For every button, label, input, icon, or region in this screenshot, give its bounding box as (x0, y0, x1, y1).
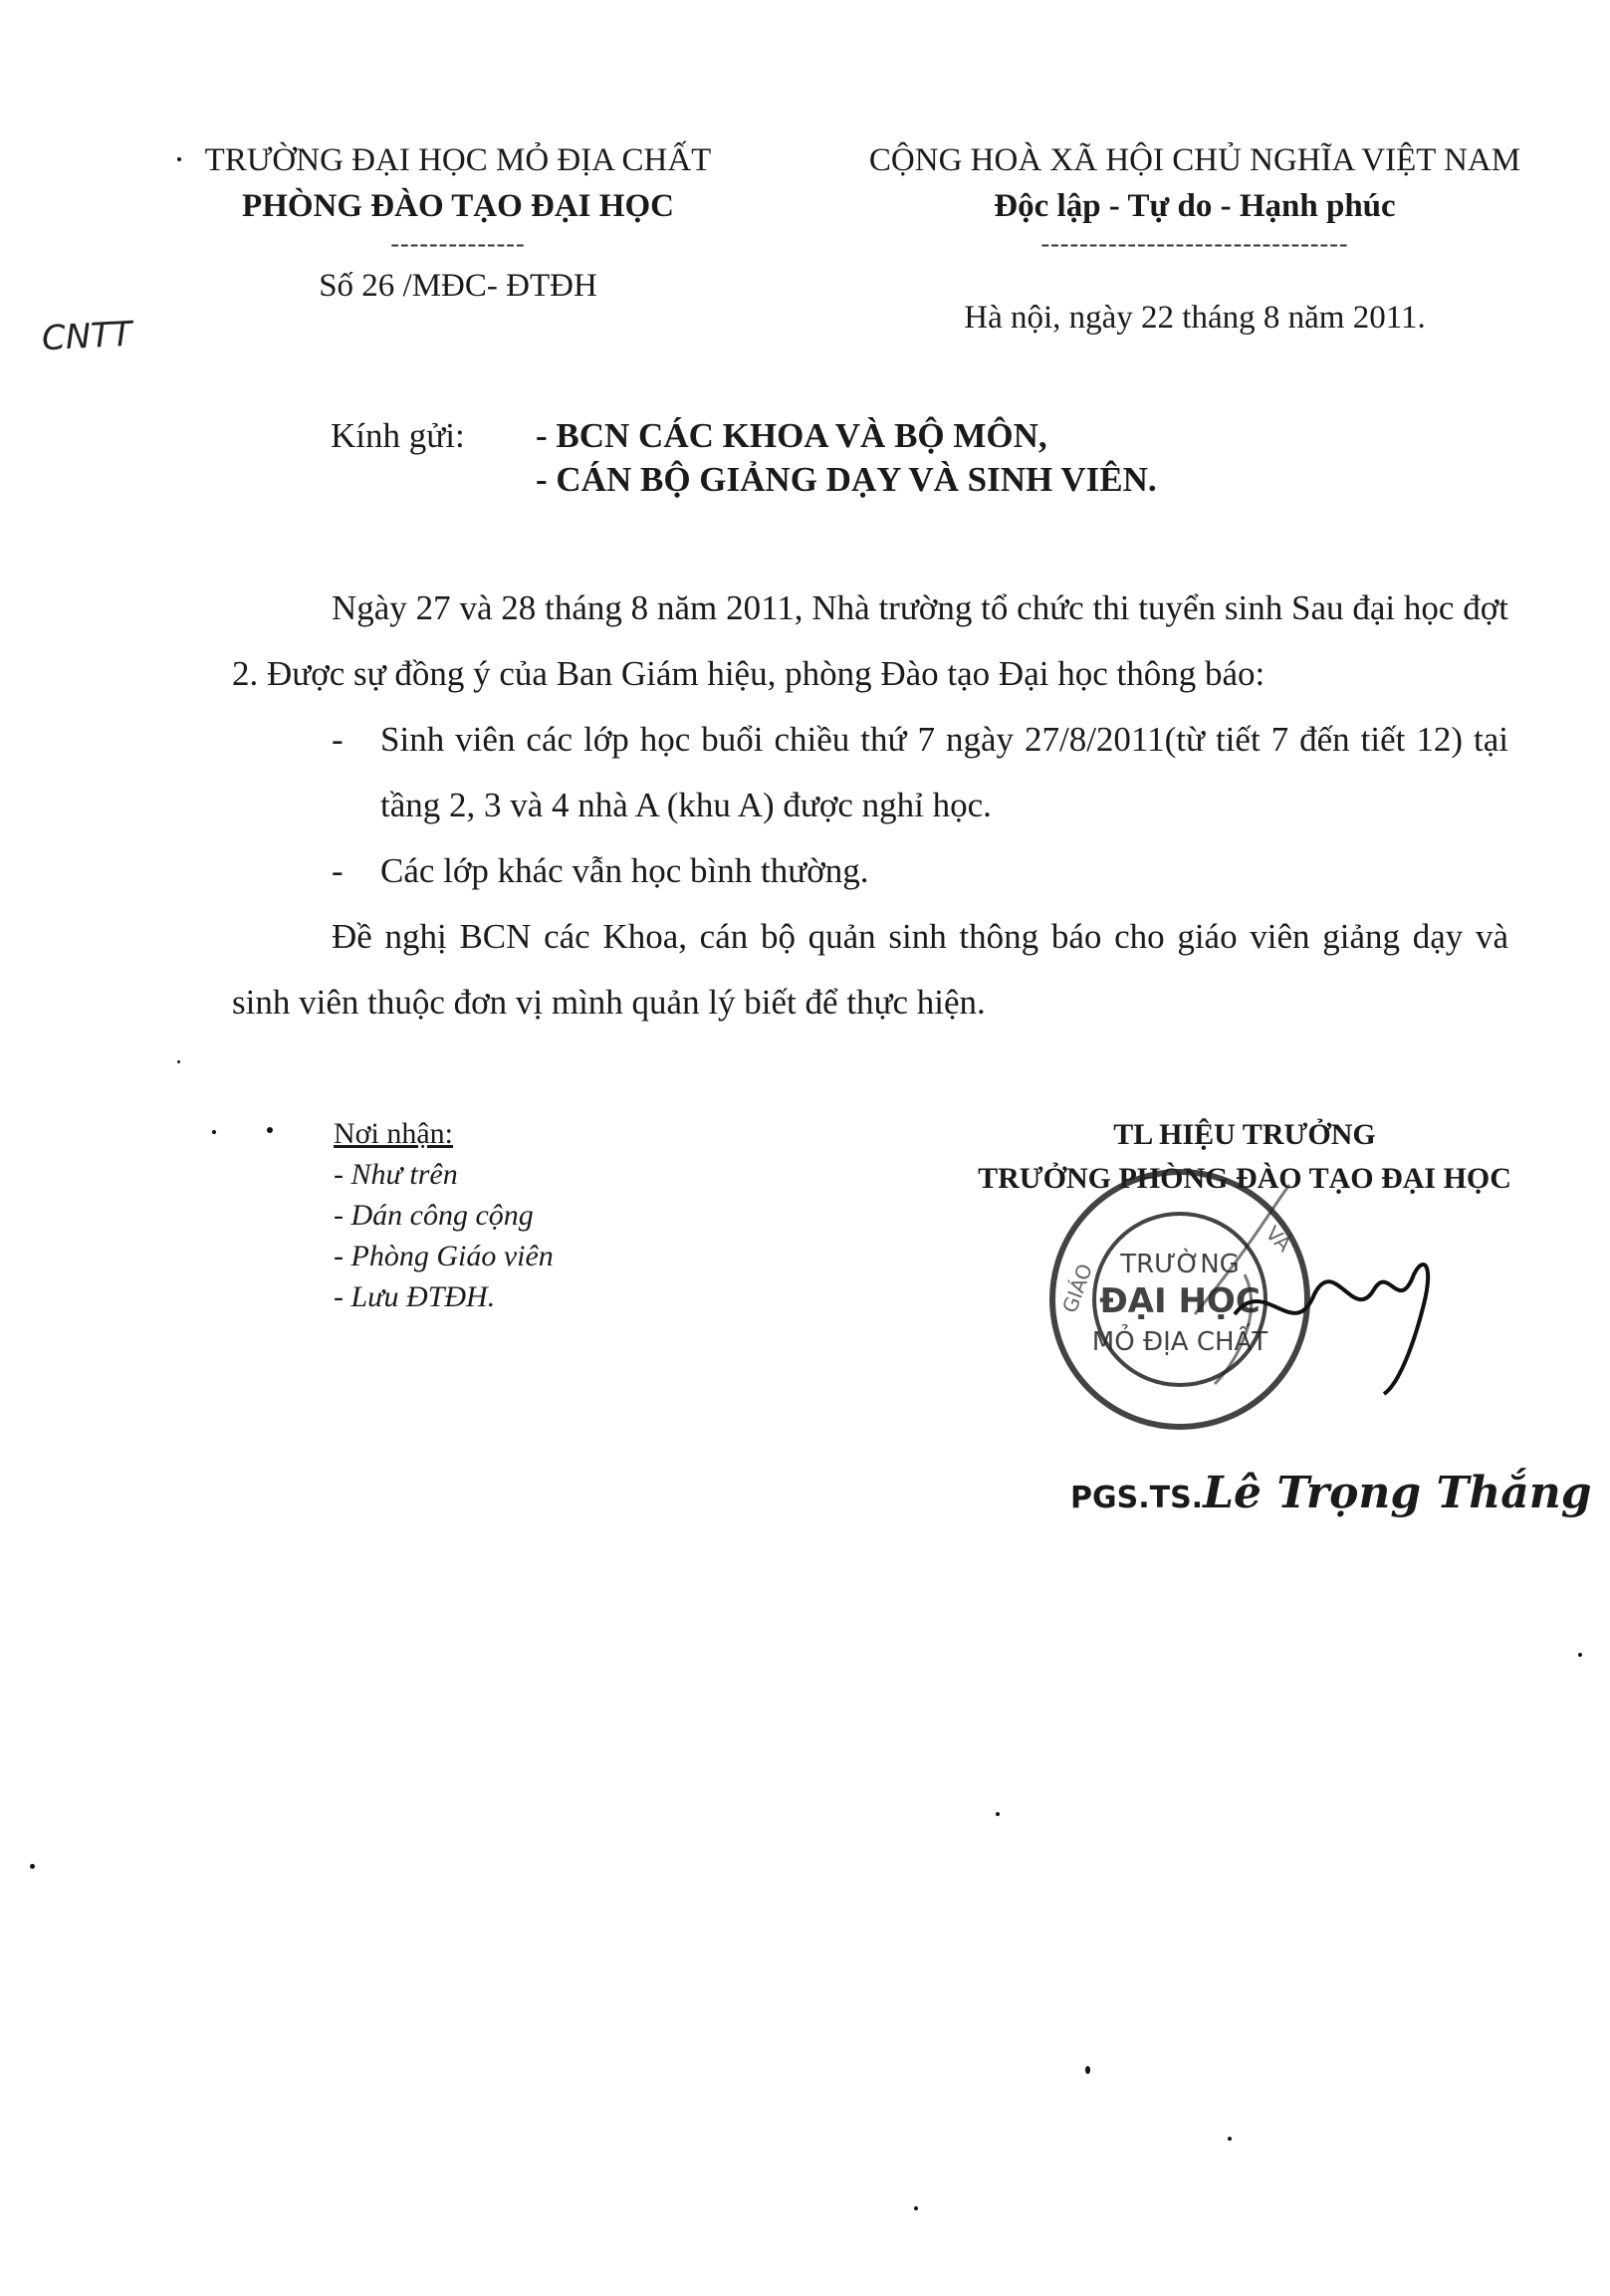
body-closing: Đề nghị BCN các Khoa, cán bộ quản sinh thông báo cho giáo viên giảng dạy và sinh viên thuộc đơn vị mình quản lý biết để thực hiện. (232, 917, 1508, 1022)
scan-speck (267, 1127, 273, 1133)
signature-position: TRƯỞNG PHÒNG ĐÀO TẠO ĐẠI HỌC (978, 1162, 1511, 1195)
document-number: Số 26 /MĐC- ĐTĐH (319, 268, 597, 304)
bullet-marker: - (332, 720, 344, 759)
scan-speck (177, 1060, 180, 1063)
handwritten-note: CNTT (41, 314, 133, 359)
svg-text:GIÁO: GIÁO (1057, 1261, 1097, 1316)
distribution-item: - Lưu ĐTĐH. (334, 1280, 496, 1313)
svg-text:ĐẠI HỌC: ĐẠI HỌC (1099, 1281, 1261, 1321)
recipients-label: Kính gửi: (331, 416, 465, 455)
header-left (179, 137, 737, 309)
recipient-item: - BCN CÁC KHOA VÀ BỘ MÔN, (536, 416, 1047, 455)
scan-speck (1578, 1653, 1582, 1657)
body-bullet: Các lớp khác vẫn học bình thường. (380, 851, 869, 890)
distribution-item: - Như trên (334, 1158, 458, 1191)
distribution-list (334, 1113, 554, 1317)
signer-title: PGS.TS. (1070, 1481, 1204, 1515)
header-left-separator: -------------- (390, 229, 526, 258)
national-motto: Độc lập - Tự do - Hạnh phúc (994, 188, 1396, 224)
signature-authority: TL HIỆU TRƯỞNG (1113, 1118, 1376, 1151)
handwritten-signature (1225, 1235, 1454, 1404)
body-intro: Ngày 27 và 28 tháng 8 năm 2011, Nhà trường tổ chức thi tuyển sinh Sau đại học đợt 2. Được sự đồng ý của Ban Giám hiệu, phòng Đào tạo Đại học thông báo: (232, 588, 1508, 693)
scan-speck (996, 1812, 1000, 1816)
scan-speck (914, 2206, 918, 2210)
svg-text:TRƯỜNG: TRƯỜNG (1120, 1250, 1240, 1279)
svg-text:VÀ: VÀ (1261, 1221, 1296, 1257)
scan-speck (212, 1130, 216, 1134)
body-bullet: Sinh viên các lớp học buổi chiều thứ 7 ngày 27/8/2011(từ tiết 7 đến tiết 12) tại tầng 2, 3 và 4 nhà A (khu A) được nghỉ học. (380, 720, 1508, 824)
scan-speck (1228, 2137, 1232, 2141)
signer-full-name: Lê Trọng Thắng (1203, 1468, 1592, 1518)
scan-speck (30, 1864, 35, 1869)
signer-name (1070, 1468, 1592, 1518)
recipient-item: - CÁN BỘ GIẢNG DẠY VÀ SINH VIÊN. (536, 460, 1157, 499)
header-right (856, 137, 1533, 341)
distribution-title: Nơi nhận: (334, 1117, 454, 1150)
scan-speck (177, 157, 181, 161)
country-name: CỘNG HOÀ XÃ HỘI CHỦ NGHĨA VIỆT NAM (868, 142, 1521, 178)
svg-text:MỎ ĐỊA CHẤT: MỎ ĐỊA CHẤT (1091, 1327, 1268, 1357)
document-date: Hà nội, ngày 22 tháng 8 năm 2011. (964, 300, 1426, 336)
bullet-marker: - (332, 851, 344, 890)
university-name: TRƯỜNG ĐẠI HỌC MỎ ĐỊA CHẤT (204, 142, 712, 178)
distribution-item: - Phòng Giáo viên (334, 1240, 554, 1272)
department-name: PHÒNG ĐÀO TẠO ĐẠI HỌC (242, 188, 674, 224)
distribution-item: - Dán công cộng (334, 1199, 534, 1232)
header-right-separator: -------------------------------- (1040, 229, 1349, 258)
scan-speck (1085, 2066, 1090, 2074)
